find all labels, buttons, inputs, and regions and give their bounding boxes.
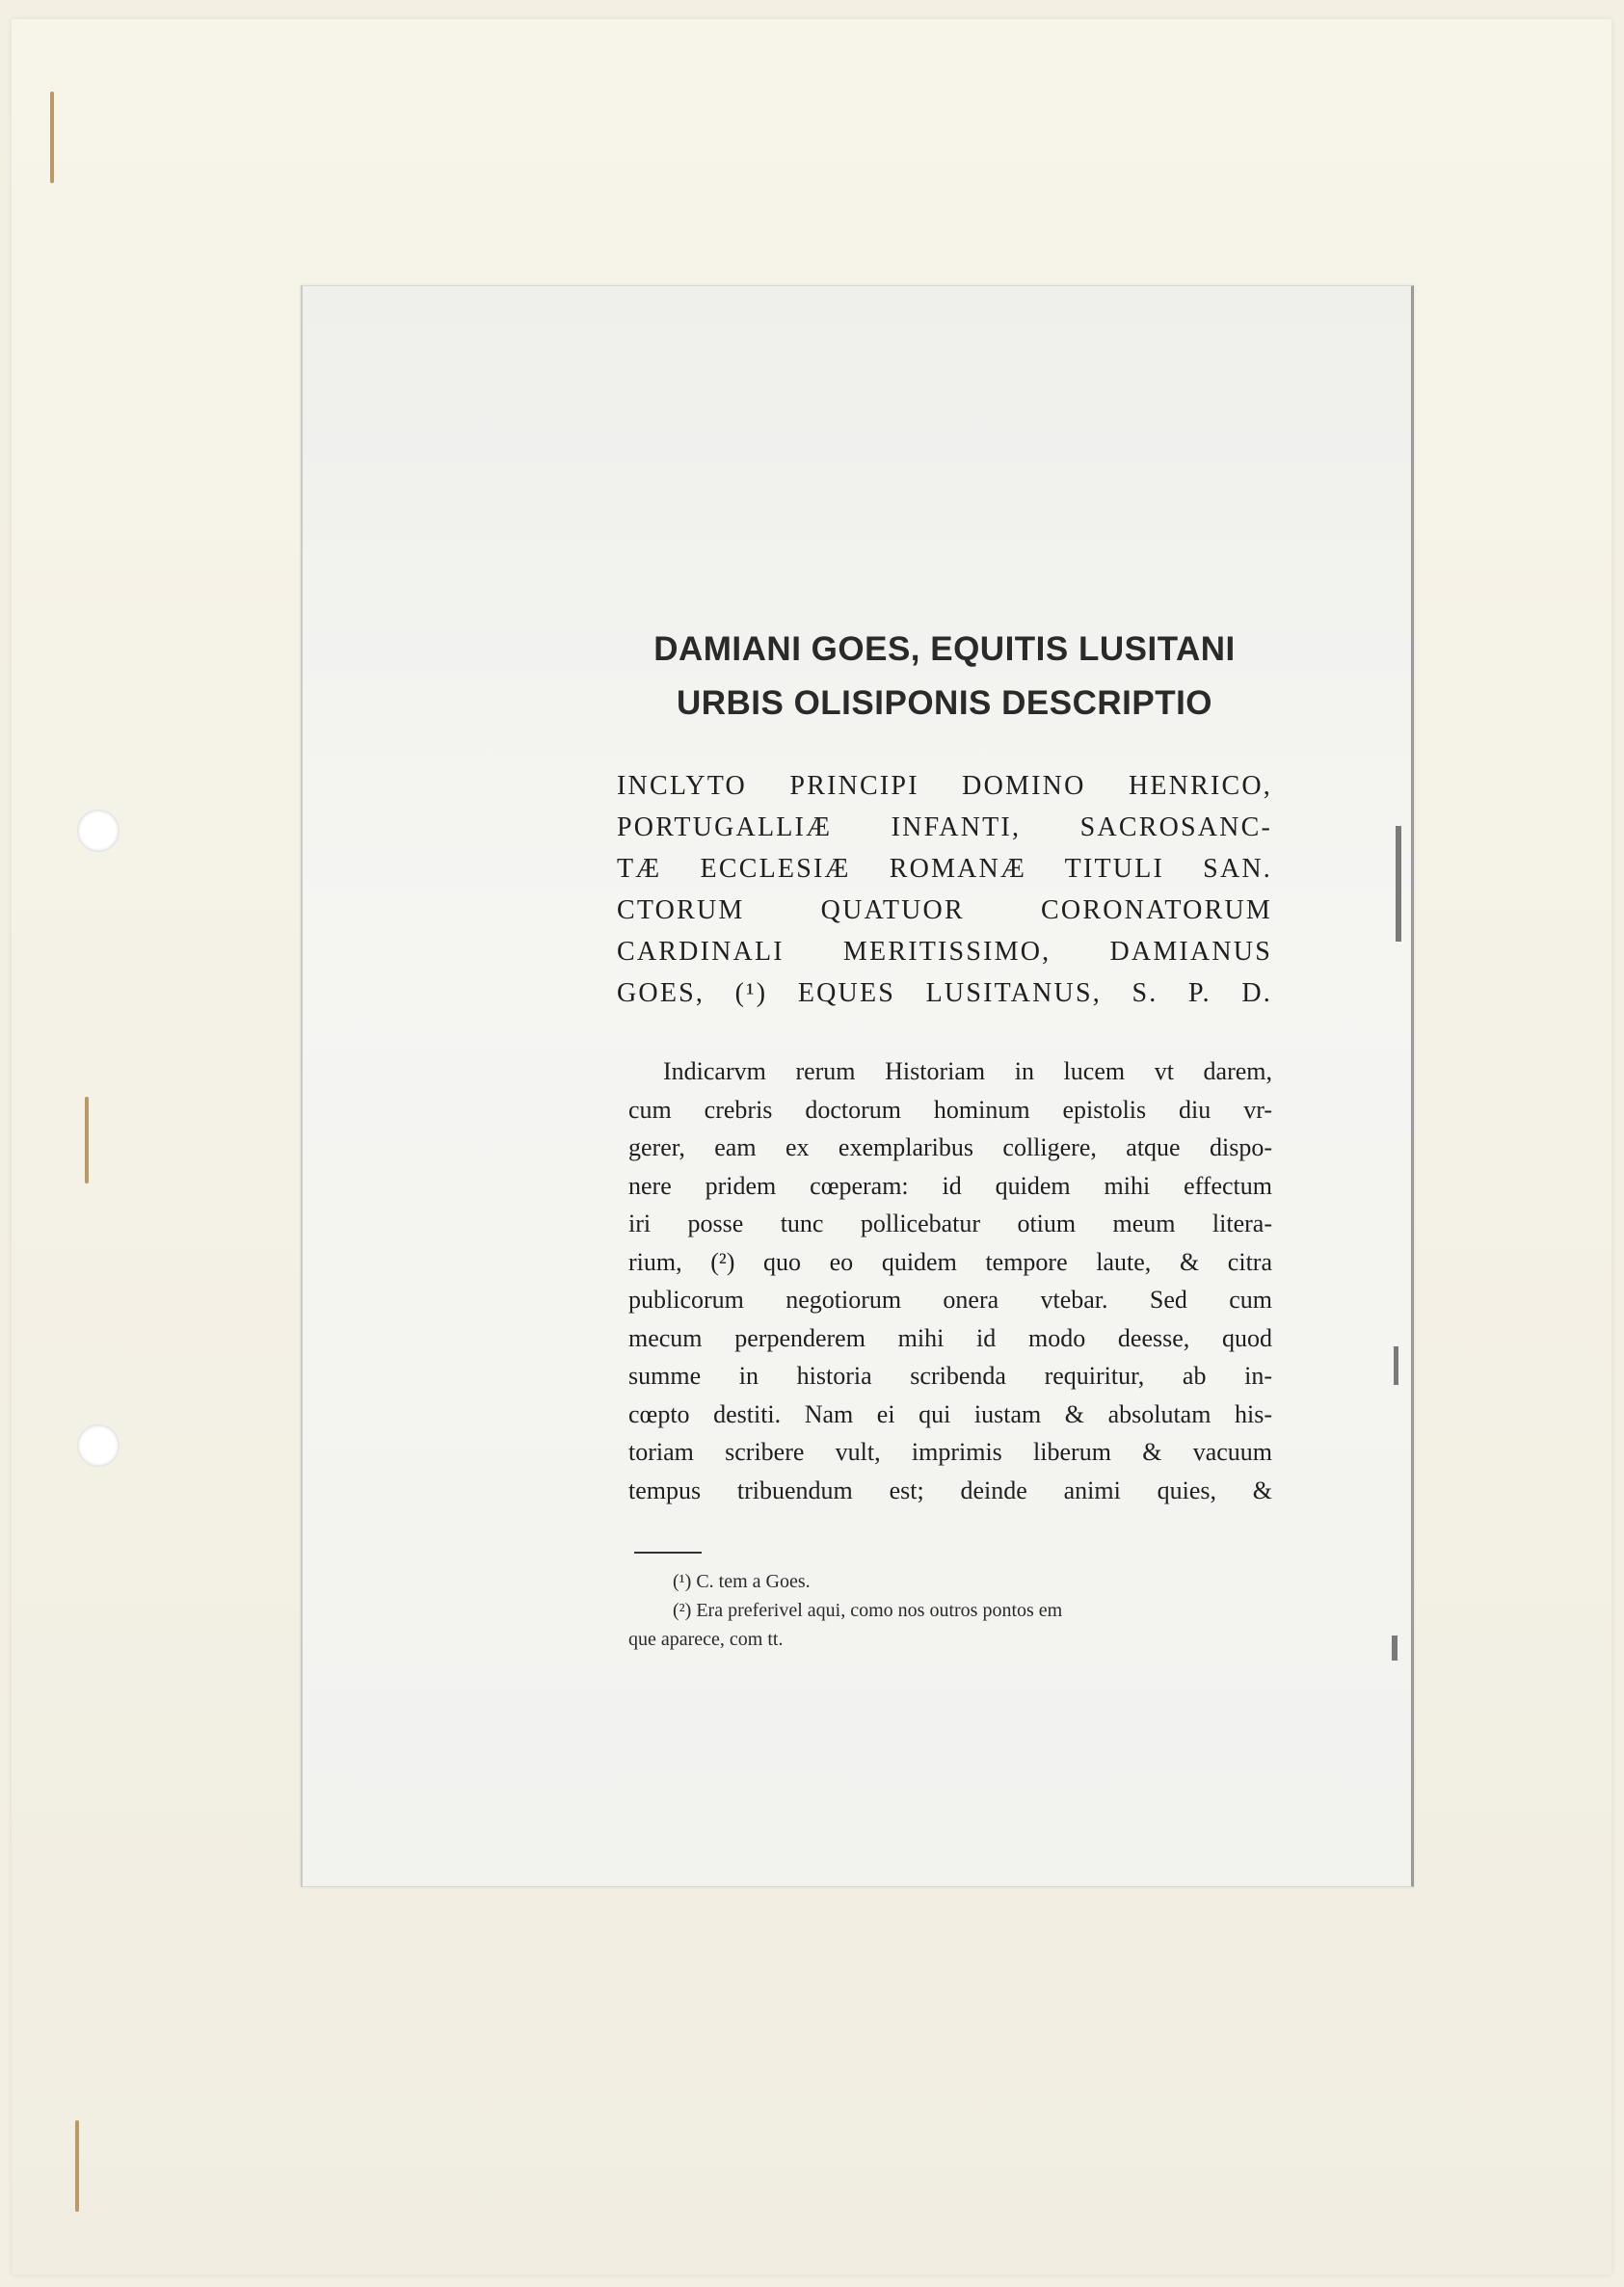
footnote-divider — [634, 1552, 702, 1554]
staple-mark — [75, 2120, 79, 2212]
footnote: (²) Era preferivel aqui, como nos outros pontos em — [673, 1600, 1063, 1621]
staple-mark — [50, 92, 54, 183]
body-line: tempus tribuendum est; deinde animi quies, & — [628, 1476, 1272, 1504]
dedication-block — [617, 765, 1272, 1014]
body-line: summe in historia scribenda requiritur, ab in- — [628, 1362, 1272, 1390]
body-line: toriam scribere vult, imprimis liberum & vacuum — [628, 1438, 1272, 1466]
title-line: URBIS OLISIPONIS DESCRIPTIO — [676, 684, 1213, 722]
dedication-line: PORTUGALLIÆ INFANTI, SACROSANC- — [617, 812, 1272, 842]
body-line: cœpto destiti. Nam ei qui iustam & absolutam his- — [628, 1399, 1272, 1428]
dedication-line: GOES, (¹) EQUES LUSITANUS, S. P. D. — [617, 978, 1272, 1008]
edge-mark — [1392, 1635, 1398, 1661]
body-line: rium, (²) quo eo quidem tempore laute, & citra — [628, 1247, 1272, 1276]
dedication-line: CTORUM QUATUOR CORONATORUM — [617, 895, 1272, 925]
body-line: iri posse tunc pollicebatur otium meum litera- — [628, 1210, 1272, 1237]
body-line: cum crebris doctorum hominum epistolis diu vr- — [628, 1095, 1272, 1124]
footnote: que aparece, com tt. — [628, 1629, 784, 1650]
body-line: publicorum negotiorum onera vtebar. Sed cum — [628, 1286, 1272, 1314]
footnote: (¹) C. tem a Goes. — [673, 1571, 811, 1592]
body-line: Indicarvm rerum Historiam in lucem vt darem, — [663, 1057, 1272, 1085]
document-text — [617, 623, 1272, 1654]
body-line: mecum perpenderem mihi id modo deesse, quod — [628, 1323, 1272, 1352]
body-line: nere pridem cœperam: id quidem mihi effectum — [628, 1171, 1272, 1200]
body-paragraph — [617, 1052, 1272, 1509]
footnotes — [617, 1567, 1272, 1654]
dedication-line: INCLYTO PRINCIPI DOMINO HENRICO, — [617, 771, 1272, 801]
punch-hole — [77, 810, 120, 852]
dedication-line: TÆ ECCLESIÆ ROMANÆ TITULI SAN. — [617, 854, 1272, 884]
edge-mark — [1396, 826, 1401, 942]
document-title — [617, 623, 1272, 731]
dedication-line: CARDINALI MERITISSIMO, DAMIANUS — [617, 937, 1272, 967]
edge-mark — [1394, 1346, 1398, 1385]
body-line: gerer, eam ex exemplaribus colligere, atque dispo- — [628, 1133, 1272, 1161]
punch-hole — [77, 1424, 120, 1467]
staple-mark — [85, 1097, 89, 1183]
title-line: DAMIANI GOES, EQUITIS LUSITANI — [653, 630, 1236, 668]
